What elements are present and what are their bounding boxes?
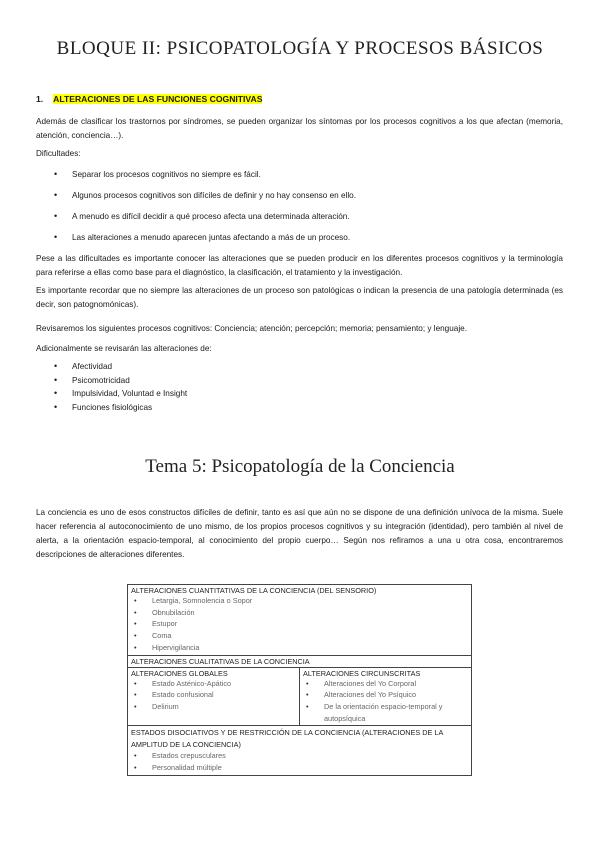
table-list-item: • Delirium (131, 701, 296, 713)
section-heading (36, 94, 262, 104)
list-item: • Separar los procesos cognitivos no siempre es fácil. (36, 170, 356, 191)
tema5-paragraph: La conciencia es uno de esos constructos difíciles de definir, tanto es así que aún no se dispone de una definición unívoca de la misma. Suele hacer referencia al autoconocimiento de uno mismo, de los propios procesos cognitivos y su integración (identidad), pero también al nivel de alerta, a la orientación espacio-temporal, al conocimiento del propio cuerpo… Según nos refiramos a una u otra cosa, encontraremos descripciones de alteraciones diferentes. (36, 508, 563, 559)
table-list-item: • Alteraciones del Yo Corporal (303, 678, 468, 690)
table-list-item: • Obnubilación (131, 607, 468, 619)
difficulties-list (36, 170, 356, 254)
paragraph-difficulties: Pese a las dificultades es importante conocer las alteraciones que se pueden producir en los diferentes procesos cognitivos y la terminología para referirse a ellas como base para el diagnóstico, la clasificación, el tratamiento y la investigación. (36, 254, 563, 277)
table-list-item: • Estado confusional (131, 689, 296, 701)
list-item: • Las alteraciones a menudo aparecen juntas afectando a más de un proceso. (36, 233, 356, 254)
table-list-item: • Personalidad múltiple (131, 762, 468, 774)
paragraph-processes: Revisaremos los siguientes procesos cognitivos: Conciencia; atención; percepción; memoria; pensamiento; y lenguaje. (36, 324, 467, 333)
table-list-item: • Estupor (131, 618, 468, 630)
table-list-item: • Alteraciones del Yo Psíquico (303, 689, 468, 701)
additional-list (36, 362, 187, 416)
table-list-item: • Letargia, Somnolencia o Sopor (131, 595, 468, 607)
quant-header: ALTERACIONES CUANTITATIVAS DE LA CONCIENCIA (DEL SENSORIO) (131, 586, 377, 595)
list-item: • A menudo es difícil decidir a qué proceso afecta una determinada alteración. (36, 212, 356, 233)
difficulties-label: Dificultades: (36, 149, 81, 158)
consciousness-table (127, 584, 472, 776)
section-heading-text: ALTERACIONES DE LAS FUNCIONES COGNITIVAS (53, 94, 263, 104)
table-list-item: • Estados crepusculares (131, 750, 468, 762)
global-cell (128, 667, 300, 726)
table-list-item: • Coma (131, 630, 468, 642)
table-list-item: • De la orientación espacio-temporal y autopsíquica (303, 701, 468, 724)
list-item: • Psicomotricidad (36, 376, 187, 390)
quant-cell (128, 585, 472, 656)
list-item: • Afectividad (36, 362, 187, 376)
circ-cell (300, 667, 472, 726)
circ-header: ALTERACIONES CIRCUNSCRITAS (303, 668, 421, 678)
global-header: ALTERACIONES GLOBALES (131, 668, 228, 678)
tema5-title: Tema 5: Psicopatología de la Conciencia (145, 456, 455, 477)
section-number: 1. (36, 94, 44, 104)
paragraph-pathology: Es importante recordar que no siempre las alteraciones de un proceso son patológicas o indican la presencia de una patología determinada (es decir, son patognomónicas). (36, 286, 563, 309)
page-title: BLOQUE II: PSICOPATOLOGÍA Y PROCESOS BÁSICOS (56, 38, 544, 59)
list-item: • Funciones fisiológicas (36, 403, 187, 417)
dis-header: ESTADOS DISOCIATIVOS Y DE RESTRICCIÓN DE LA CONCIENCIA (ALTERACIONES DE LA AMPLITUD DE LA CONCIENCIA) (131, 728, 443, 749)
intro-paragraph: Además de clasificar los trastornos por síndromes, se pueden organizar los síntomas por los procesos cognitivos a los que afectan (memoria, atención, conciencia…). (36, 117, 563, 140)
list-item: • Impulsividad, Voluntad e Insight (36, 389, 187, 403)
table-list-item: • Hipervigilancia (131, 642, 468, 654)
dis-cell (128, 726, 472, 775)
table-list-item: • Estado Asténico-Apático (131, 678, 296, 690)
qual-header: ALTERACIONES CUALITATIVAS DE LA CONCIENCIA (128, 655, 472, 667)
list-item: • Algunos procesos cognitivos son difíciles de definir y no hay consenso en ello. (36, 191, 356, 212)
additional-label: Adicionalmente se revisarán las alteraciones de: (36, 344, 212, 353)
